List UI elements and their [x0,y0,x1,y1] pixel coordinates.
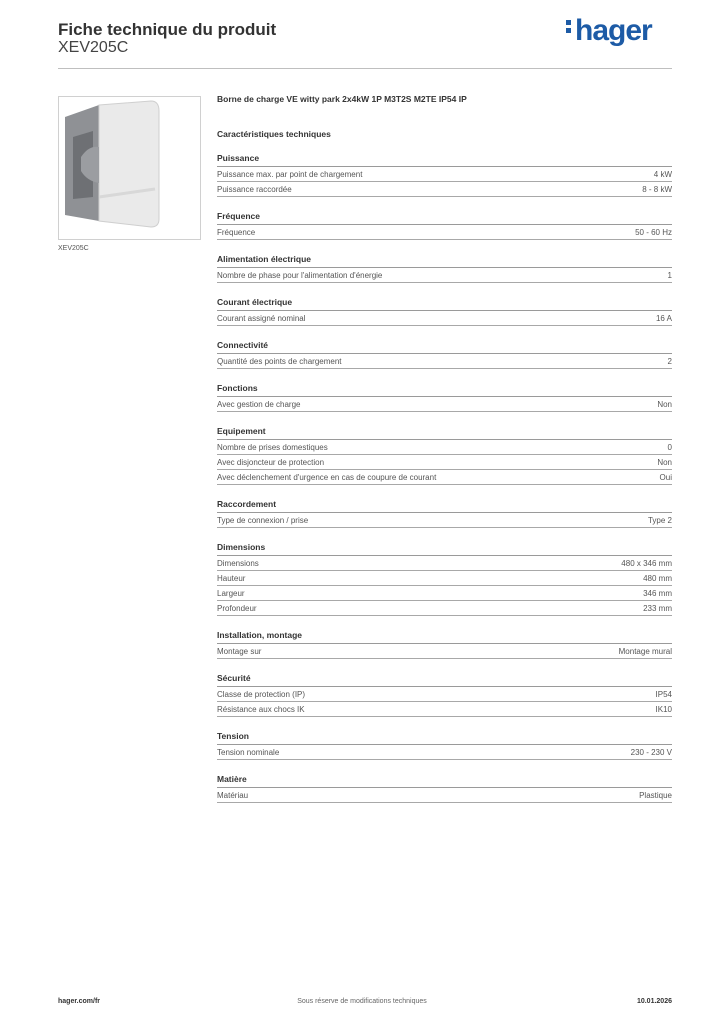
spec-row [217,601,672,616]
brand-logo[interactable] [566,14,652,48]
spec-row [217,687,672,702]
spec-row [217,644,672,659]
spec-label: Tension nominale [217,748,280,757]
spec-sections [217,153,672,803]
footer-notice: Sous réserve de modifications techniques [297,998,427,1005]
spec-row [217,571,672,586]
spec-label: Matériau [217,791,249,800]
spec-label: Largeur [217,589,245,598]
spec-label: Hauteur [217,574,246,583]
charging-station-illustration [59,97,200,239]
section-title: Fonctions [217,383,672,397]
spec-label: Courant assigné nominal [217,314,306,323]
product-name: Borne de charge VE witty park 2x4kW 1P M3T2S M2TE IP54 IP [217,94,467,104]
section-title: Matière [217,774,672,788]
spec-row [217,354,672,369]
product-reference: XEV205C [58,39,129,56]
spec-section [217,297,672,326]
spec-label: Dimensions [217,559,259,568]
product-image [58,96,201,240]
spec-value: 0 [667,443,672,452]
spec-section [217,731,672,760]
spec-label: Montage sur [217,647,262,656]
spec-value: Type 2 [647,516,672,525]
spec-label: Puissance max. par point de chargement [217,170,363,179]
section-title: Alimentation électrique [217,254,672,268]
section-title: Sécurité [217,673,672,687]
spec-content [217,94,672,803]
spec-row [217,788,672,803]
spec-value: IK10 [655,705,672,714]
section-title: Installation, montage [217,630,672,644]
spec-label: Type de connexion / prise [217,516,309,525]
spec-label: Nombre de prises domestiques [217,443,328,452]
spec-value: 480 x 346 mm [621,559,672,568]
section-title: Dimensions [217,542,672,556]
spec-row [217,702,672,717]
spec-value: 480 mm [643,574,672,583]
spec-label: Avec disjoncteur de protection [217,458,325,467]
spec-row [217,513,672,528]
spec-value: Oui [659,473,672,482]
spec-value: 4 kW [653,170,672,179]
spec-value: 2 [667,357,672,366]
section-title: Tension [217,731,672,745]
section-title: Courant électrique [217,297,672,311]
spec-section [217,499,672,528]
footer-date: 10.01.2026 [636,998,672,1005]
spec-label: Nombre de phase pour l'alimentation d'énergie [217,271,383,280]
document-title: Fiche technique du produit [58,20,277,39]
spec-value: 233 mm [643,604,672,613]
spec-value: 1 [667,271,672,280]
spec-row [217,397,672,412]
spec-label: Avec gestion de charge [217,400,301,409]
spec-label: Avec déclenchement d'urgence en cas de coupure de courant [217,473,437,482]
spec-label: Profondeur [217,604,257,613]
spec-section [217,153,672,197]
spec-value: 8 - 8 kW [642,185,672,194]
spec-section [217,254,672,283]
spec-row [217,182,672,197]
header-divider [58,68,672,69]
spec-row [217,470,672,485]
spec-section [217,383,672,412]
spec-row [217,311,672,326]
spec-section [217,673,672,717]
spec-value: Plastique [639,791,672,800]
spec-label: Fréquence [217,228,256,237]
spec-label: Classe de protection (IP) [217,690,306,699]
spec-value: Non [657,400,672,409]
spec-row [217,455,672,470]
spec-label: Résistance aux chocs IK [217,705,305,714]
spec-row [217,556,672,571]
spec-value: IP54 [655,690,672,699]
section-title: Puissance [217,153,672,167]
spec-value: Montage mural [618,647,672,656]
footer-website-link[interactable]: hager.com/fr [58,998,101,1005]
tech-specs-heading: Caractéristiques techniques [217,129,331,139]
spec-value: 50 - 60 Hz [635,228,672,237]
logo-colon-mark [566,17,573,36]
spec-value: 16 A [655,314,672,323]
spec-row [217,586,672,601]
spec-value: 346 mm [643,589,672,598]
spec-row [217,745,672,760]
spec-label: Puissance raccordée [217,185,292,194]
spec-value: Non [657,458,672,467]
section-title: Raccordement [217,499,672,513]
image-caption: XEV205C [58,245,89,252]
spec-row [217,167,672,182]
spec-section [217,211,672,240]
section-title: Connectivité [217,340,672,354]
spec-row [217,440,672,455]
section-title: Equipement [217,426,672,440]
brand-name: hager [575,14,652,47]
section-title: Fréquence [217,211,672,225]
spec-section [217,542,672,616]
spec-label: Quantité des points de chargement [217,357,342,366]
spec-section [217,774,672,803]
spec-row [217,225,672,240]
spec-section [217,340,672,369]
spec-section [217,630,672,659]
spec-row [217,268,672,283]
spec-section [217,426,672,485]
spec-value: 230 - 230 V [630,748,672,757]
